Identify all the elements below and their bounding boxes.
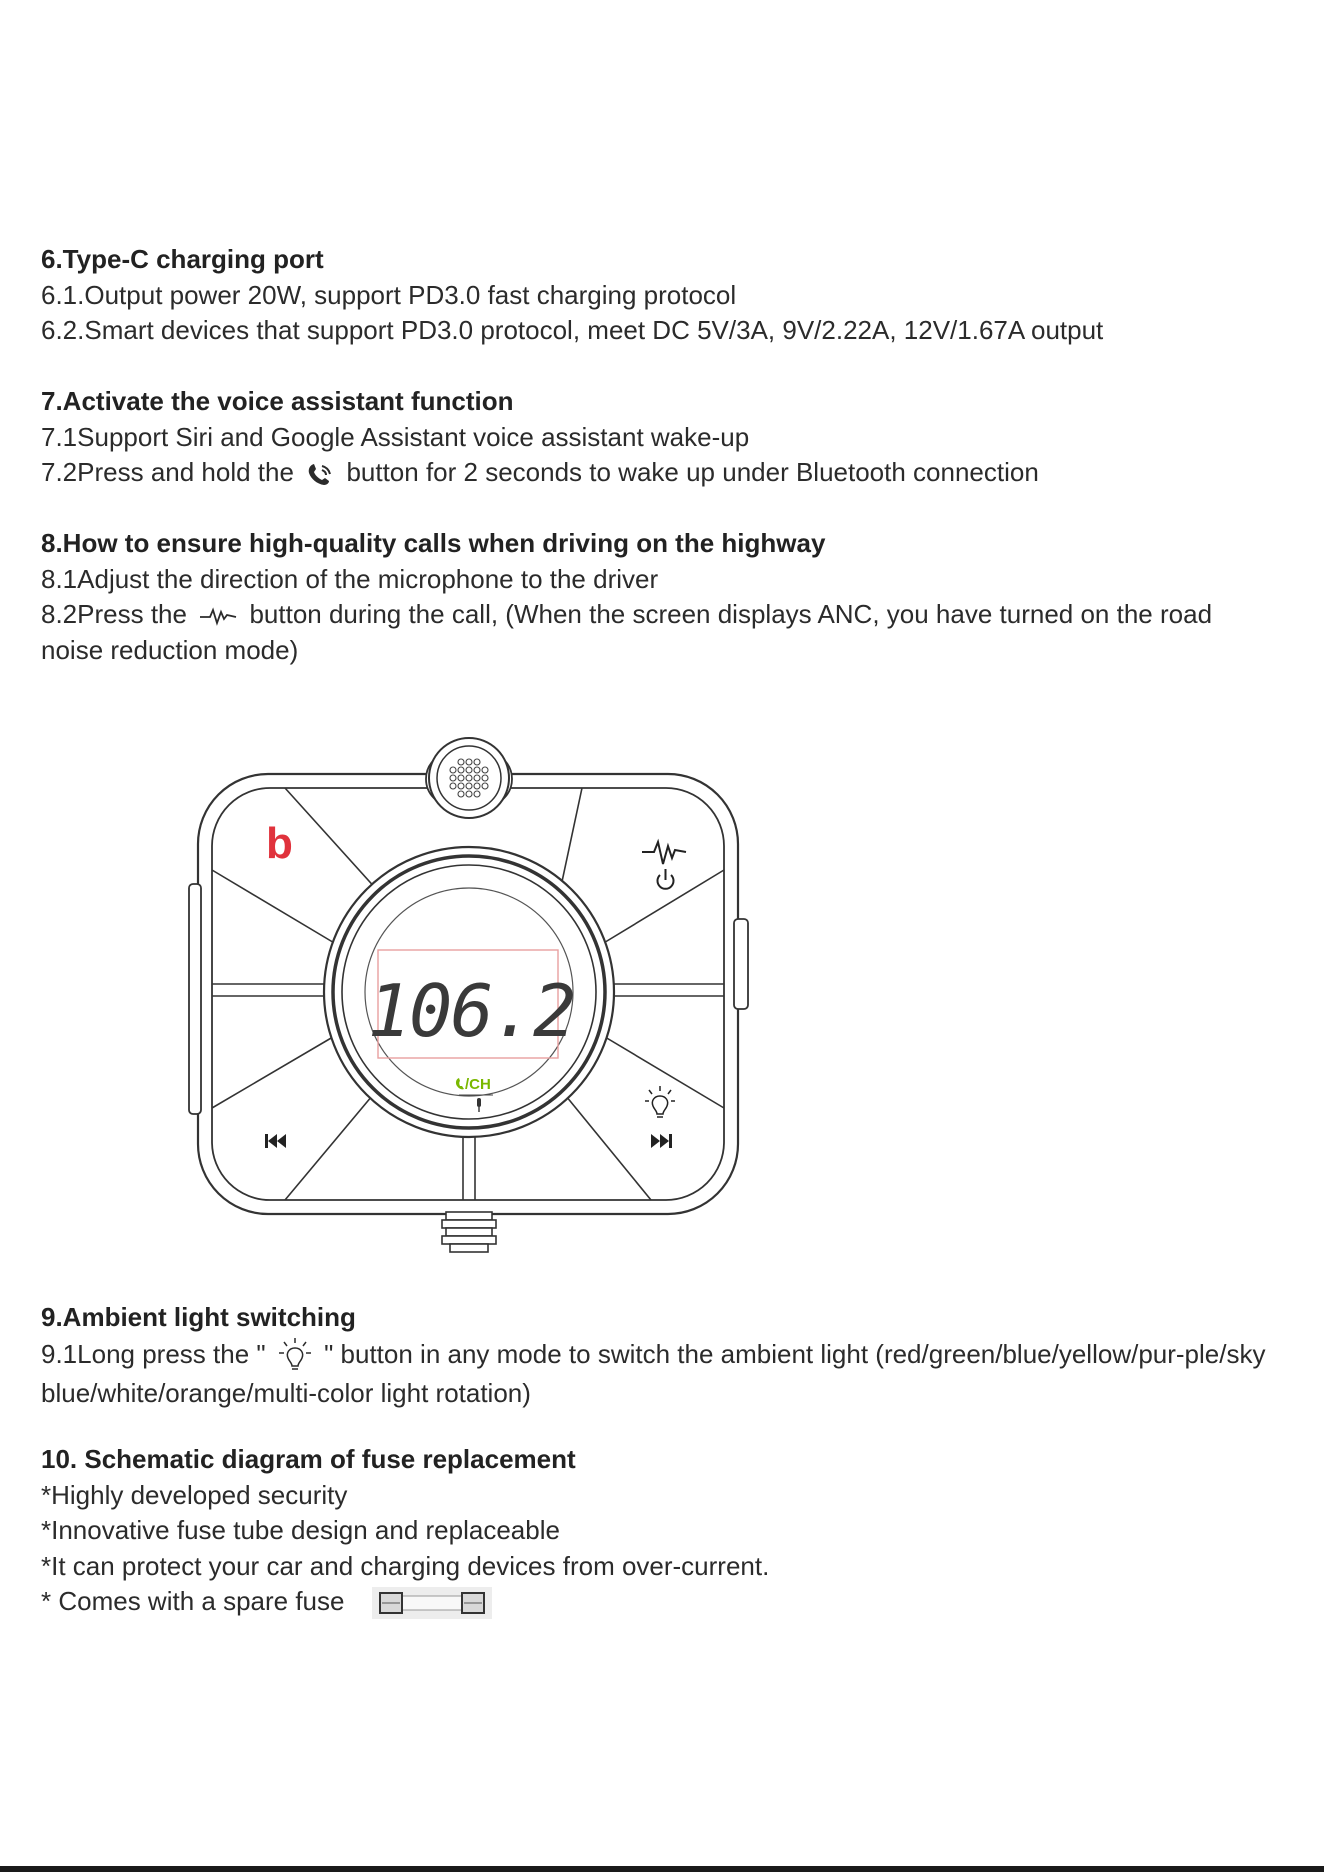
section-type-c-charging: [41, 242, 1291, 349]
center-label: /CH: [465, 1076, 491, 1093]
section-heading: 9.Ambient light switching: [41, 1302, 356, 1332]
section-voice-assistant: [41, 384, 1291, 491]
section-line: [41, 1584, 1291, 1620]
section-line: 6.1.Output power 20W, support PD3.0 fast charging protocol: [41, 279, 737, 310]
section-line: 7.1Support Siri and Google Assistant voice assistant wake-up: [41, 421, 750, 452]
section-line: 6.2.Smart devices that support PD3.0 protocol, meet DC 5V/3A, 9V/2.22A, 12V/1.67A output: [41, 315, 1104, 345]
line-text: " button in any mode to switch the ambient light (red/green/blue/yellow/pur-ple/sky blue/white/orange/multi-color light rotation): [41, 1338, 1266, 1408]
section-line: *Innovative fuse tube design and replaceable: [41, 1515, 560, 1545]
line-text: button for 2 seconds to wake up under Bluetooth connection: [346, 457, 1039, 487]
frequency-display: 106.2: [367, 969, 575, 1053]
line-text: button during the call, (When the screen displays ANC, you have turned on the road noise reduction mode): [41, 599, 1213, 665]
section-line: [41, 455, 1291, 491]
section-line: *It can protect your car and charging devices from over-current.: [41, 1550, 770, 1581]
phone-icon: [305, 461, 335, 487]
line-text: 7.2Press and hold the: [41, 457, 294, 487]
fm-transmitter-illustration: [188, 734, 758, 1254]
section-line: [41, 597, 1241, 668]
line-text: * Comes with a spare fuse: [41, 1586, 345, 1616]
section-line: [41, 1336, 1281, 1412]
section-fuse-replacement: [41, 1442, 1291, 1620]
ambient-light-icon: [275, 1336, 315, 1376]
section-heading: 8.How to ensure high-quality calls when driving on the highway: [41, 528, 826, 558]
section-heading: 6.Type-C charging port: [41, 244, 324, 274]
section-heading: 7.Activate the voice assistant function: [41, 386, 514, 416]
section-ambient-light: [41, 1300, 1291, 1411]
section-line: 8.1Adjust the direction of the microphone to the driver: [41, 563, 659, 594]
line-text: 8.2Press the: [41, 599, 187, 629]
section-heading: 10. Schematic diagram of fuse replacement: [41, 1444, 576, 1474]
line-text: 9.1Long press the ": [41, 1338, 266, 1369]
section-high-quality-calls: [41, 526, 1291, 668]
section-line: *Highly developed security: [41, 1479, 348, 1510]
bass-boost-logo[interactable]: b: [266, 819, 293, 868]
anc-waveform-icon: [198, 606, 238, 626]
page-bottom-rule: [0, 1866, 1324, 1872]
bottom-connector: [442, 1212, 496, 1252]
spare-fuse-image: [372, 1587, 492, 1619]
